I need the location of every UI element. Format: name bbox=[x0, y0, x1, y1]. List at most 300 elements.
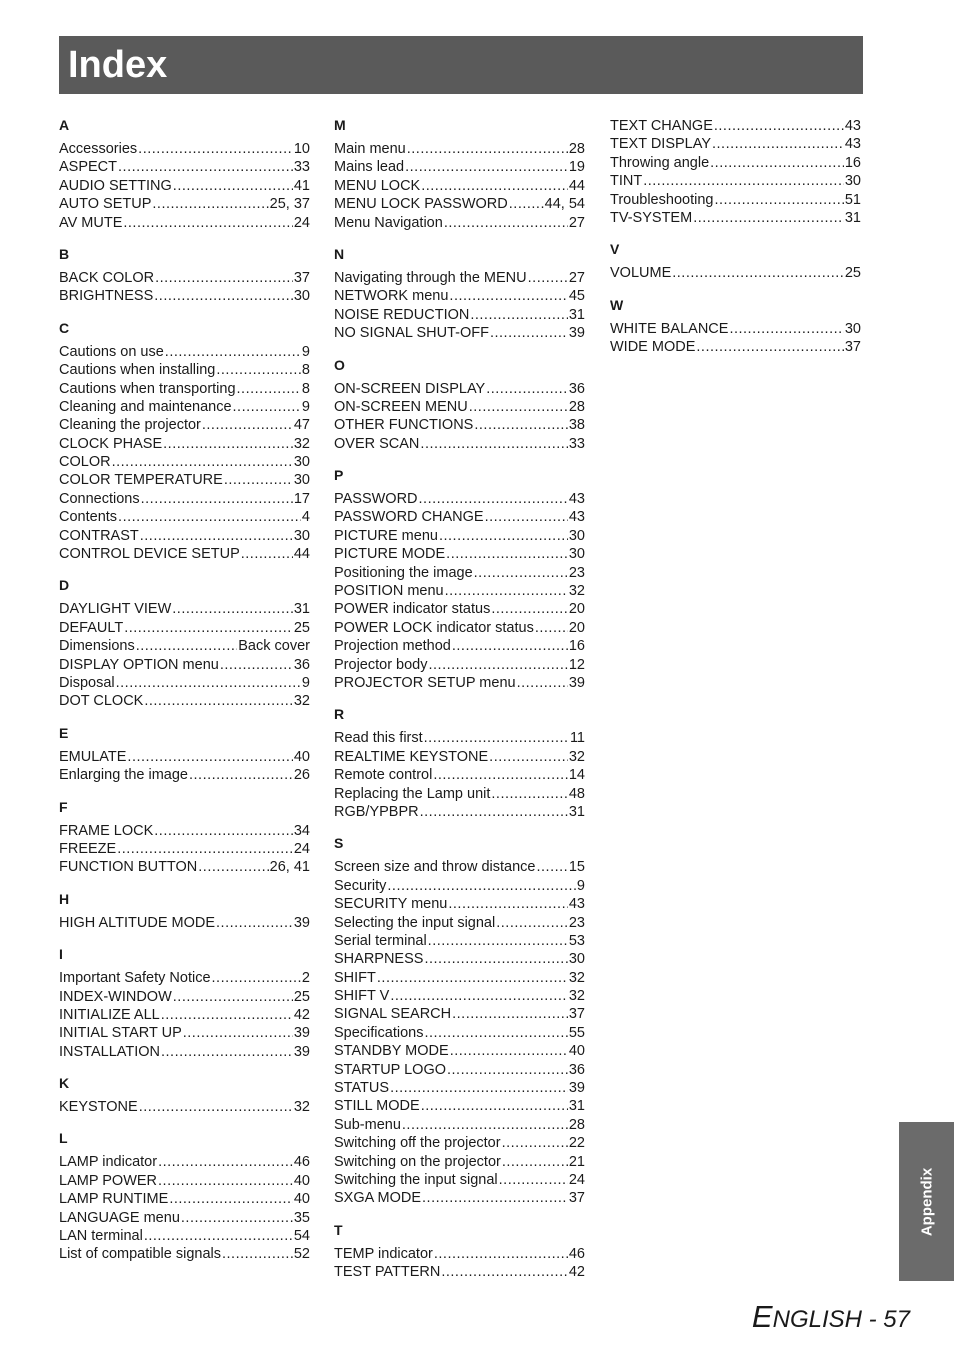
entry-page: 37 bbox=[844, 339, 861, 356]
index-entry bbox=[59, 490, 310, 508]
entry-page: 34 bbox=[293, 822, 310, 839]
index-section bbox=[59, 1074, 310, 1116]
entry-page: 25 bbox=[293, 988, 310, 1005]
entry-term: STILL MODE bbox=[334, 1098, 420, 1115]
entry-page: 25 bbox=[844, 265, 861, 282]
entry-term: Menu Navigation bbox=[334, 214, 443, 231]
entry-term: LAMP RUNTIME bbox=[59, 1191, 169, 1208]
index-section bbox=[59, 890, 310, 932]
entry-page: 47 bbox=[293, 417, 310, 434]
index-section bbox=[610, 240, 861, 282]
entry-page: 32 bbox=[293, 693, 310, 710]
index-entry bbox=[59, 287, 310, 305]
dot-leader bbox=[139, 1098, 293, 1116]
dot-leader bbox=[424, 729, 569, 747]
dot-leader bbox=[158, 1172, 293, 1190]
dot-leader bbox=[502, 1134, 568, 1152]
entry-term: Cautions when installing bbox=[59, 362, 216, 379]
dot-leader bbox=[509, 195, 544, 213]
dot-leader bbox=[419, 490, 568, 508]
entry-page: 30 bbox=[568, 527, 585, 544]
dot-leader bbox=[446, 545, 568, 563]
section-letter: P bbox=[334, 467, 344, 484]
dot-leader bbox=[448, 895, 568, 913]
index-entry bbox=[59, 637, 310, 655]
entry-term: TEMP indicator bbox=[334, 1245, 433, 1262]
dot-leader bbox=[496, 914, 568, 932]
entry-term: ON-SCREEN MENU bbox=[334, 398, 468, 415]
dot-leader bbox=[124, 619, 293, 637]
dot-leader bbox=[161, 1006, 293, 1024]
index-entry bbox=[59, 416, 310, 434]
index-entry bbox=[334, 269, 585, 287]
dot-leader bbox=[163, 435, 293, 453]
dot-leader bbox=[420, 435, 567, 453]
entry-term: COLOR TEMPERATURE bbox=[59, 472, 223, 489]
section-letter: N bbox=[334, 245, 345, 262]
entry-term: Accessories bbox=[59, 141, 138, 157]
entry-term: WIDE MODE bbox=[610, 339, 696, 356]
entry-page: 30 bbox=[293, 472, 310, 489]
entry-page: 38 bbox=[568, 417, 585, 434]
index-entry bbox=[610, 209, 861, 227]
entry-page: 23 bbox=[568, 564, 585, 581]
entry-page: 10 bbox=[293, 141, 310, 157]
entry-term: HIGH ALTITUDE MODE bbox=[59, 914, 216, 931]
entry-page: 35 bbox=[293, 1209, 310, 1226]
index-entry bbox=[59, 988, 310, 1006]
index-entry bbox=[59, 1024, 310, 1042]
entry-term: Mains lead bbox=[334, 159, 405, 176]
entry-page: 9 bbox=[301, 343, 310, 360]
entry-page: 16 bbox=[568, 638, 585, 655]
dot-leader bbox=[486, 380, 568, 398]
entry-page: 14 bbox=[568, 767, 585, 784]
entry-term: TEXT CHANGE bbox=[610, 118, 713, 134]
entry-term: SXGA MODE bbox=[334, 1190, 422, 1207]
entry-term: Selecting the input signal bbox=[334, 914, 496, 931]
dot-leader bbox=[428, 932, 568, 950]
dot-leader bbox=[158, 1153, 293, 1171]
dot-leader bbox=[116, 674, 301, 692]
entry-term: DOT CLOCK bbox=[59, 693, 144, 710]
index-entry bbox=[334, 527, 585, 545]
dot-leader bbox=[165, 343, 301, 361]
index-entry bbox=[59, 1098, 310, 1116]
entry-page: 31 bbox=[844, 209, 861, 226]
entry-term: DISPLAY OPTION menu bbox=[59, 656, 219, 673]
entry-term: TV-SYSTEM bbox=[610, 209, 693, 226]
index-entry bbox=[59, 177, 310, 195]
entry-term: LAMP POWER bbox=[59, 1172, 158, 1189]
index-column-2 bbox=[334, 116, 585, 1295]
dot-leader bbox=[154, 287, 293, 305]
index-entry bbox=[334, 1153, 585, 1171]
entry-page: 30 bbox=[568, 951, 585, 968]
entry-page: 30 bbox=[293, 454, 310, 471]
dot-leader bbox=[118, 508, 301, 526]
dot-leader bbox=[485, 508, 568, 526]
index-entry bbox=[334, 380, 585, 398]
index-entry bbox=[59, 158, 310, 176]
dot-leader bbox=[434, 1245, 568, 1263]
entry-page: 19 bbox=[568, 159, 585, 176]
entry-term: POWER LOCK indicator status bbox=[334, 619, 534, 636]
index-entry bbox=[610, 338, 861, 356]
index-section bbox=[59, 724, 310, 785]
index-entry bbox=[59, 1245, 310, 1263]
entry-page: 36 bbox=[568, 1061, 585, 1078]
entry-term: MENU LOCK PASSWORD bbox=[334, 196, 508, 213]
dot-leader bbox=[202, 416, 293, 434]
entry-term: Remote control bbox=[334, 767, 433, 784]
dot-leader bbox=[535, 619, 568, 637]
entry-page: 15 bbox=[568, 859, 585, 876]
entry-term: ASPECT bbox=[59, 159, 118, 176]
entry-page: 39 bbox=[293, 1025, 310, 1042]
entry-page: 24 bbox=[293, 214, 310, 231]
entry-page: 39 bbox=[293, 1043, 310, 1060]
entry-page: 9 bbox=[576, 877, 585, 894]
entry-term: OTHER FUNCTIONS bbox=[334, 417, 474, 434]
dot-leader bbox=[469, 398, 568, 416]
entry-term: PICTURE menu bbox=[334, 527, 438, 544]
dot-leader bbox=[237, 380, 301, 398]
dot-leader bbox=[390, 987, 568, 1005]
dot-leader bbox=[537, 858, 568, 876]
entry-term: COLOR bbox=[59, 454, 111, 471]
entry-page: 2 bbox=[301, 970, 310, 987]
index-entry bbox=[59, 914, 310, 932]
dot-leader bbox=[387, 877, 576, 895]
entry-page: 39 bbox=[568, 1080, 585, 1097]
entry-term: EMULATE bbox=[59, 748, 127, 765]
index-entry bbox=[59, 545, 310, 563]
dot-leader bbox=[377, 969, 568, 987]
dot-leader bbox=[152, 195, 268, 213]
entry-term: Troubleshooting bbox=[610, 191, 714, 208]
entry-page: 28 bbox=[568, 141, 585, 157]
entry-term: PASSWORD bbox=[334, 491, 418, 508]
index-section bbox=[334, 705, 585, 821]
entry-page: 42 bbox=[568, 1264, 585, 1281]
index-entry bbox=[59, 1209, 310, 1227]
dot-leader bbox=[216, 914, 293, 932]
index-section bbox=[59, 245, 310, 306]
entry-term: FRAME LOCK bbox=[59, 822, 154, 839]
section-letter: L bbox=[59, 1130, 68, 1147]
index-entry bbox=[334, 177, 585, 195]
entry-page: 45 bbox=[568, 288, 585, 305]
index-entry bbox=[334, 158, 585, 176]
section-letter: I bbox=[59, 946, 63, 963]
dot-leader bbox=[144, 1227, 293, 1245]
entry-page: 24 bbox=[568, 1171, 585, 1188]
section-letter: M bbox=[334, 117, 346, 133]
dot-leader bbox=[447, 1061, 568, 1079]
index-entry bbox=[59, 269, 310, 287]
entry-term: TEXT DISPLAY bbox=[610, 136, 711, 153]
index-entry bbox=[334, 1061, 585, 1079]
dot-leader bbox=[402, 1116, 568, 1134]
index-entry bbox=[59, 508, 310, 526]
section-letter: T bbox=[334, 1221, 343, 1238]
entry-term: POWER indicator status bbox=[334, 601, 491, 618]
dot-leader bbox=[502, 1153, 568, 1171]
title-bar bbox=[59, 36, 863, 94]
index-entry bbox=[334, 1097, 585, 1115]
entry-page: 37 bbox=[568, 1006, 585, 1023]
entry-page: 39 bbox=[293, 914, 310, 931]
index-entry bbox=[334, 950, 585, 968]
entry-term: MENU LOCK bbox=[334, 177, 421, 194]
index-entry bbox=[334, 1116, 585, 1134]
entry-term: TEST PATTERN bbox=[334, 1264, 441, 1281]
index-entry bbox=[334, 1024, 585, 1042]
entry-term: REALTIME KEYSTONE bbox=[334, 748, 489, 765]
dot-leader bbox=[444, 214, 568, 232]
entry-page: 40 bbox=[293, 748, 310, 765]
entry-term: POSITION menu bbox=[334, 583, 444, 600]
entry-term: RGB/YPBPR bbox=[334, 803, 419, 820]
entry-term: Positioning the image bbox=[334, 564, 473, 581]
entry-term: STARTUP LOGO bbox=[334, 1061, 446, 1078]
entry-term: STATUS bbox=[334, 1080, 390, 1097]
entry-page: 39 bbox=[568, 325, 585, 342]
dot-leader bbox=[517, 674, 568, 692]
dot-leader bbox=[136, 637, 238, 655]
index-entry bbox=[59, 1006, 310, 1024]
dot-leader bbox=[233, 398, 301, 416]
entry-page: 28 bbox=[568, 398, 585, 415]
index-entry bbox=[334, 306, 585, 324]
index-entry bbox=[59, 674, 310, 692]
index-entry bbox=[334, 545, 585, 563]
section-letter: K bbox=[59, 1075, 70, 1092]
entry-term: INDEX-WINDOW bbox=[59, 988, 172, 1005]
dot-leader bbox=[220, 656, 293, 674]
entry-term: FUNCTION BUTTON bbox=[59, 859, 198, 876]
index-entry bbox=[334, 748, 585, 766]
index-entry bbox=[59, 969, 310, 987]
index-entry bbox=[334, 1171, 585, 1189]
entry-page: 43 bbox=[568, 491, 585, 508]
dot-leader bbox=[474, 416, 568, 434]
entry-page: 23 bbox=[568, 914, 585, 931]
index-entry bbox=[59, 453, 310, 471]
index-section bbox=[59, 116, 310, 232]
index-entry bbox=[610, 191, 861, 209]
dot-leader bbox=[172, 600, 293, 618]
entry-page: 51 bbox=[844, 191, 861, 208]
index-entry bbox=[334, 564, 585, 582]
entry-term: AV MUTE bbox=[59, 214, 123, 231]
entry-term: Projector body bbox=[334, 656, 428, 673]
dot-leader bbox=[155, 269, 293, 287]
index-section bbox=[59, 319, 310, 564]
dot-leader bbox=[714, 191, 843, 209]
index-entry bbox=[59, 1172, 310, 1190]
index-entry bbox=[334, 1079, 585, 1097]
index-entry bbox=[334, 858, 585, 876]
entry-page: 32 bbox=[568, 988, 585, 1005]
entry-term: WHITE BALANCE bbox=[610, 320, 729, 337]
index-entry bbox=[59, 1190, 310, 1208]
index-entry bbox=[334, 1189, 585, 1207]
entry-page: 17 bbox=[293, 490, 310, 507]
entry-term: Sub-menu bbox=[334, 1116, 401, 1133]
entry-term: SHIFT V bbox=[334, 988, 390, 1005]
entry-page: 43 bbox=[568, 896, 585, 913]
dot-leader bbox=[499, 1171, 568, 1189]
entry-term: Navigating through the MENU bbox=[334, 269, 527, 286]
index-entry bbox=[59, 140, 310, 158]
entry-page: 46 bbox=[568, 1245, 585, 1262]
entry-page: 30 bbox=[844, 173, 861, 190]
index-entry bbox=[610, 172, 861, 190]
dot-leader bbox=[474, 564, 568, 582]
section-letter: E bbox=[59, 724, 69, 741]
index-section bbox=[59, 576, 310, 710]
dot-leader bbox=[421, 1097, 568, 1115]
dot-leader bbox=[491, 785, 567, 803]
index-entry bbox=[59, 1043, 310, 1061]
entry-term: DEFAULT bbox=[59, 619, 124, 636]
index-entry bbox=[334, 582, 585, 600]
index-entry bbox=[59, 840, 310, 858]
index-entry bbox=[334, 508, 585, 526]
entry-term: DAYLIGHT VIEW bbox=[59, 601, 172, 618]
section-letter: B bbox=[59, 245, 70, 262]
footer-page-number: NGLISH - 57 bbox=[772, 1306, 910, 1333]
entry-term: Throwing angle bbox=[610, 154, 710, 171]
index-section bbox=[334, 1221, 585, 1282]
entry-page: 33 bbox=[293, 159, 310, 176]
entry-page: 36 bbox=[568, 380, 585, 397]
dot-leader bbox=[407, 140, 568, 158]
entry-term: Enlarging the image bbox=[59, 767, 188, 784]
index-entry bbox=[334, 729, 585, 747]
entry-term: BRIGHTNESS bbox=[59, 288, 154, 305]
entry-page: 32 bbox=[568, 969, 585, 986]
entry-term: Cautions when transporting bbox=[59, 380, 236, 397]
entry-page: 55 bbox=[568, 1024, 585, 1041]
entry-term: KEYSTONE bbox=[59, 1099, 138, 1116]
entry-page: 21 bbox=[568, 1153, 585, 1170]
entry-page: 39 bbox=[568, 674, 585, 691]
entry-term: Switching off the projector bbox=[334, 1135, 501, 1152]
entry-page: 25, 37 bbox=[269, 196, 310, 213]
entry-page: 52 bbox=[293, 1246, 310, 1263]
entry-term: AUTO SETUP bbox=[59, 196, 152, 213]
dot-leader bbox=[181, 1209, 293, 1227]
entry-term: TINT bbox=[610, 173, 643, 190]
entry-term: Contents bbox=[59, 509, 118, 526]
index-entry bbox=[59, 766, 310, 784]
entry-page: 22 bbox=[568, 1135, 585, 1152]
entry-term: Switching the input signal bbox=[334, 1171, 498, 1188]
entry-page: 40 bbox=[293, 1191, 310, 1208]
entry-term: PROJECTOR SETUP menu bbox=[334, 674, 516, 691]
entry-page: 32 bbox=[568, 583, 585, 600]
entry-page: 33 bbox=[568, 435, 585, 452]
entry-term: NETWORK menu bbox=[334, 288, 449, 305]
dot-leader bbox=[672, 264, 844, 282]
entry-page: 20 bbox=[568, 619, 585, 636]
entry-term: Cleaning the projector bbox=[59, 417, 201, 434]
index-section bbox=[334, 245, 585, 343]
entry-term: SIGNAL SEARCH bbox=[334, 1006, 452, 1023]
entry-term: Connections bbox=[59, 490, 140, 507]
dot-leader bbox=[449, 287, 567, 305]
entry-term: Replacing the Lamp unit bbox=[334, 785, 491, 802]
index-entry bbox=[59, 195, 310, 213]
index-section bbox=[610, 117, 861, 227]
dot-leader bbox=[222, 1245, 293, 1263]
index-entry bbox=[610, 117, 861, 135]
dot-leader bbox=[489, 748, 568, 766]
dot-leader bbox=[112, 453, 293, 471]
entry-term: SHIFT bbox=[334, 969, 376, 986]
index-entry bbox=[59, 527, 310, 545]
index-entry bbox=[59, 748, 310, 766]
entry-page: 44, 54 bbox=[544, 196, 585, 213]
entry-term: LANGUAGE menu bbox=[59, 1209, 180, 1226]
section-letter: V bbox=[610, 241, 620, 258]
index-entry bbox=[334, 287, 585, 305]
dot-leader bbox=[491, 600, 568, 618]
appendix-side-tab bbox=[899, 1122, 954, 1281]
dot-leader bbox=[161, 1043, 293, 1061]
entry-page: 43 bbox=[844, 136, 861, 153]
dot-leader bbox=[470, 306, 568, 324]
index-entry bbox=[334, 637, 585, 655]
entry-term: Projection method bbox=[334, 638, 451, 655]
footer-initial: E bbox=[751, 1299, 773, 1334]
dot-leader bbox=[212, 969, 301, 987]
entry-page: 27 bbox=[568, 269, 585, 286]
dot-leader bbox=[173, 177, 293, 195]
section-letter: D bbox=[59, 577, 70, 594]
entry-term: Read this first bbox=[334, 730, 423, 747]
entry-page: 8 bbox=[301, 362, 310, 379]
entry-term: CONTRAST bbox=[59, 527, 139, 544]
index-entry bbox=[334, 1005, 585, 1023]
index-entry bbox=[59, 214, 310, 232]
entry-term: Screen size and throw distance bbox=[334, 859, 536, 876]
dot-leader bbox=[183, 1024, 293, 1042]
dot-leader bbox=[189, 766, 293, 784]
entry-term: BACK COLOR bbox=[59, 269, 155, 286]
entry-term: ON-SCREEN DISPLAY bbox=[334, 380, 486, 397]
dot-leader bbox=[144, 692, 293, 710]
dot-leader bbox=[445, 582, 568, 600]
entry-page: 11 bbox=[569, 730, 585, 747]
entry-page: 30 bbox=[844, 320, 861, 337]
dot-leader bbox=[224, 471, 293, 489]
entry-page: 31 bbox=[293, 601, 310, 618]
entry-page: 37 bbox=[293, 269, 310, 286]
index-section bbox=[59, 945, 310, 1061]
index-entry bbox=[59, 1153, 310, 1171]
entry-term: Serial terminal bbox=[334, 932, 427, 949]
entry-term: INITIAL START UP bbox=[59, 1025, 182, 1042]
index-entry bbox=[610, 154, 861, 172]
section-letter: C bbox=[59, 319, 70, 336]
entry-page: 53 bbox=[568, 932, 585, 949]
index-section bbox=[334, 834, 585, 1207]
dot-leader bbox=[390, 1079, 568, 1097]
